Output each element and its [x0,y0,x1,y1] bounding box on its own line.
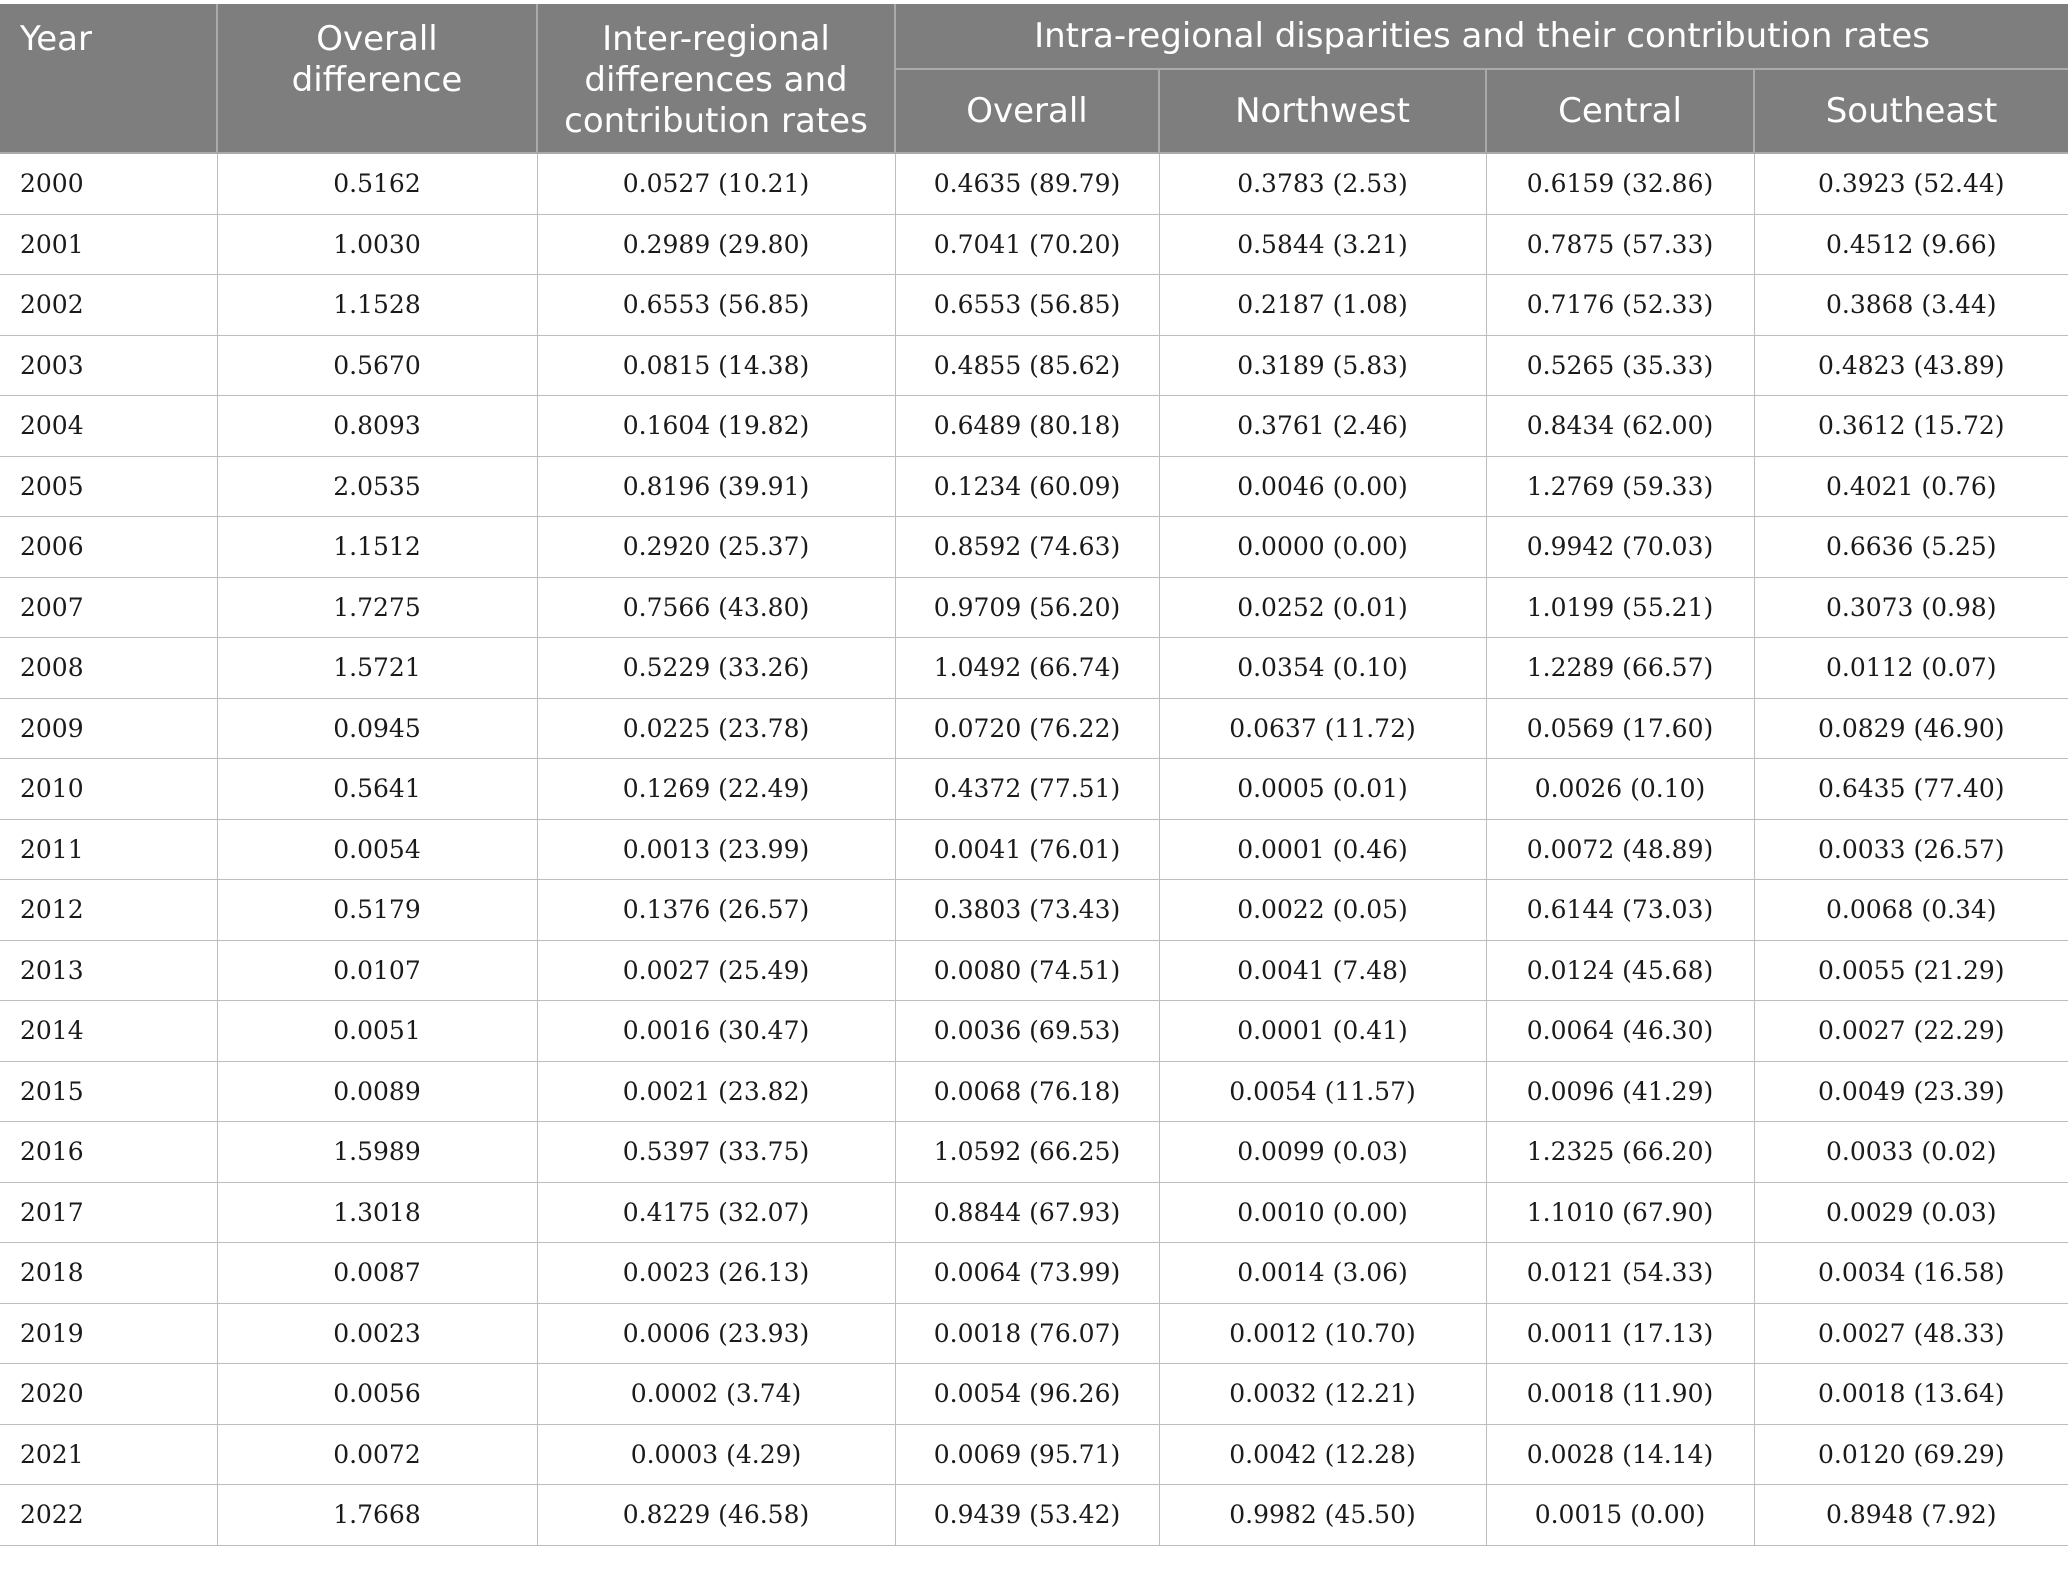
cell-overall-difference: 0.0089 [217,1061,537,1122]
cell-central: 0.0569 (17.60) [1486,698,1754,759]
table-row [0,1061,2068,1122]
cell-intra-overall: 0.0064 (73.99) [895,1243,1159,1304]
cell-southeast: 0.0049 (23.39) [1754,1061,2068,1122]
cell-intra-overall: 0.4372 (77.51) [895,759,1159,820]
cell-inter-regional: 0.0815 (14.38) [537,335,895,396]
cell-northwest: 0.0010 (0.00) [1159,1182,1486,1243]
cell-year: 2022 [0,1485,217,1546]
cell-southeast: 0.0112 (0.07) [1754,638,2068,699]
cell-intra-overall: 0.0036 (69.53) [895,1001,1159,1062]
table-row [0,940,2068,1001]
cell-inter-regional: 0.0027 (25.49) [537,940,895,1001]
cell-overall-difference: 0.0107 [217,940,537,1001]
cell-northwest: 0.0022 (0.05) [1159,880,1486,941]
cell-year: 2015 [0,1061,217,1122]
cell-southeast: 0.4512 (9.66) [1754,214,2068,275]
table-row [0,1424,2068,1485]
cell-intra-overall: 0.1234 (60.09) [895,456,1159,517]
header-overall: Overall [895,69,1159,153]
cell-inter-regional: 0.2920 (25.37) [537,517,895,578]
cell-northwest: 0.0001 (0.41) [1159,1001,1486,1062]
cell-northwest: 0.0042 (12.28) [1159,1424,1486,1485]
cell-southeast: 0.3868 (3.44) [1754,275,2068,336]
header-central: Central [1486,69,1754,153]
cell-inter-regional: 0.7566 (43.80) [537,577,895,638]
cell-intra-overall: 0.4855 (85.62) [895,335,1159,396]
cell-year: 2021 [0,1424,217,1485]
table-row [0,1303,2068,1364]
cell-overall-difference: 0.5641 [217,759,537,820]
cell-southeast: 0.3073 (0.98) [1754,577,2068,638]
cell-inter-regional: 0.2989 (29.80) [537,214,895,275]
cell-intra-overall: 0.6489 (80.18) [895,396,1159,457]
table-row [0,153,2068,214]
cell-overall-difference: 0.0945 [217,698,537,759]
cell-intra-overall: 0.0018 (76.07) [895,1303,1159,1364]
cell-intra-overall: 0.8844 (67.93) [895,1182,1159,1243]
cell-central: 0.5265 (35.33) [1486,335,1754,396]
table-row [0,577,2068,638]
table-row [0,396,2068,457]
cell-year: 2011 [0,819,217,880]
table-row [0,1001,2068,1062]
table-row [0,698,2068,759]
cell-southeast: 0.6435 (77.40) [1754,759,2068,820]
cell-central: 0.0018 (11.90) [1486,1364,1754,1425]
cell-inter-regional: 0.0002 (3.74) [537,1364,895,1425]
cell-overall-difference: 1.5989 [217,1122,537,1183]
cell-northwest: 0.0046 (0.00) [1159,456,1486,517]
table-row [0,1243,2068,1304]
cell-northwest: 0.0354 (0.10) [1159,638,1486,699]
header-northwest: Northwest [1159,69,1486,153]
cell-year: 2003 [0,335,217,396]
cell-northwest: 0.0637 (11.72) [1159,698,1486,759]
cell-inter-regional: 0.8229 (46.58) [537,1485,895,1546]
cell-southeast: 0.0033 (26.57) [1754,819,2068,880]
cell-year: 2018 [0,1243,217,1304]
cell-northwest: 0.0012 (10.70) [1159,1303,1486,1364]
cell-intra-overall: 0.9709 (56.20) [895,577,1159,638]
cell-central: 0.7176 (52.33) [1486,275,1754,336]
table-row [0,335,2068,396]
table-row [0,517,2068,578]
cell-inter-regional: 0.5229 (33.26) [537,638,895,699]
cell-intra-overall: 0.9439 (53.42) [895,1485,1159,1546]
cell-central: 0.9942 (70.03) [1486,517,1754,578]
cell-inter-regional: 0.0021 (23.82) [537,1061,895,1122]
cell-central: 0.0096 (41.29) [1486,1061,1754,1122]
data-table [0,4,2068,1546]
cell-central: 0.0072 (48.89) [1486,819,1754,880]
table-row [0,819,2068,880]
table-row [0,1182,2068,1243]
cell-southeast: 0.3612 (15.72) [1754,396,2068,457]
cell-overall-difference: 0.0056 [217,1364,537,1425]
cell-southeast: 0.0034 (16.58) [1754,1243,2068,1304]
cell-central: 1.0199 (55.21) [1486,577,1754,638]
cell-southeast: 0.0055 (21.29) [1754,940,2068,1001]
cell-year: 2010 [0,759,217,820]
cell-southeast: 0.0029 (0.03) [1754,1182,2068,1243]
cell-central: 0.6159 (32.86) [1486,153,1754,214]
cell-southeast: 0.0027 (22.29) [1754,1001,2068,1062]
table-row [0,638,2068,699]
cell-intra-overall: 0.0720 (76.22) [895,698,1159,759]
table-header [0,4,2068,153]
cell-overall-difference: 0.0051 [217,1001,537,1062]
cell-intra-overall: 0.0069 (95.71) [895,1424,1159,1485]
cell-southeast: 0.4823 (43.89) [1754,335,2068,396]
cell-year: 2013 [0,940,217,1001]
cell-northwest: 0.0099 (0.03) [1159,1122,1486,1183]
cell-overall-difference: 0.0023 [217,1303,537,1364]
cell-overall-difference: 0.0054 [217,819,537,880]
cell-northwest: 0.5844 (3.21) [1159,214,1486,275]
cell-southeast: 0.3923 (52.44) [1754,153,2068,214]
cell-southeast: 0.0018 (13.64) [1754,1364,2068,1425]
cell-overall-difference: 1.3018 [217,1182,537,1243]
cell-northwest: 0.0252 (0.01) [1159,577,1486,638]
cell-inter-regional: 0.0023 (26.13) [537,1243,895,1304]
cell-year: 2016 [0,1122,217,1183]
cell-year: 2008 [0,638,217,699]
cell-central: 0.0064 (46.30) [1486,1001,1754,1062]
cell-northwest: 0.0054 (11.57) [1159,1061,1486,1122]
cell-inter-regional: 0.8196 (39.91) [537,456,895,517]
cell-overall-difference: 0.0072 [217,1424,537,1485]
cell-inter-regional: 0.0225 (23.78) [537,698,895,759]
cell-intra-overall: 0.6553 (56.85) [895,275,1159,336]
cell-inter-regional: 0.1269 (22.49) [537,759,895,820]
cell-northwest: 0.0001 (0.46) [1159,819,1486,880]
cell-overall-difference: 0.5179 [217,880,537,941]
cell-year: 2019 [0,1303,217,1364]
cell-northwest: 0.3761 (2.46) [1159,396,1486,457]
cell-overall-difference: 1.5721 [217,638,537,699]
cell-intra-overall: 0.0054 (96.26) [895,1364,1159,1425]
cell-year: 2012 [0,880,217,941]
cell-intra-overall: 0.0068 (76.18) [895,1061,1159,1122]
cell-intra-overall: 1.0592 (66.25) [895,1122,1159,1183]
cell-northwest: 0.0014 (3.06) [1159,1243,1486,1304]
cell-southeast: 0.0120 (69.29) [1754,1424,2068,1485]
cell-northwest: 0.3783 (2.53) [1159,153,1486,214]
header-intra-regional-group: Intra-regional disparities and their contribution rates [895,4,2068,69]
table-row [0,759,2068,820]
cell-northwest: 0.0032 (12.21) [1159,1364,1486,1425]
cell-inter-regional: 0.0003 (4.29) [537,1424,895,1485]
cell-inter-regional: 0.0006 (23.93) [537,1303,895,1364]
cell-central: 0.0015 (0.00) [1486,1485,1754,1546]
cell-inter-regional: 0.0527 (10.21) [537,153,895,214]
table-row [0,1485,2068,1546]
cell-intra-overall: 0.3803 (73.43) [895,880,1159,941]
cell-year: 2014 [0,1001,217,1062]
header-year: Year [0,4,217,153]
cell-southeast: 0.0068 (0.34) [1754,880,2068,941]
cell-intra-overall: 0.4635 (89.79) [895,153,1159,214]
table-row [0,275,2068,336]
table-row [0,456,2068,517]
cell-intra-overall: 0.0041 (76.01) [895,819,1159,880]
cell-overall-difference: 1.0030 [217,214,537,275]
cell-overall-difference: 1.1512 [217,517,537,578]
cell-year: 2009 [0,698,217,759]
table-body [0,153,2068,1545]
cell-central: 0.8434 (62.00) [1486,396,1754,457]
data-table-container [0,4,2068,1546]
cell-southeast: 0.8948 (7.92) [1754,1485,2068,1546]
cell-central: 0.0028 (14.14) [1486,1424,1754,1485]
cell-year: 2006 [0,517,217,578]
cell-southeast: 0.0033 (0.02) [1754,1122,2068,1183]
cell-inter-regional: 0.0013 (23.99) [537,819,895,880]
cell-overall-difference: 0.5162 [217,153,537,214]
cell-year: 2007 [0,577,217,638]
table-row [0,214,2068,275]
cell-intra-overall: 1.0492 (66.74) [895,638,1159,699]
cell-intra-overall: 0.8592 (74.63) [895,517,1159,578]
cell-overall-difference: 0.5670 [217,335,537,396]
cell-southeast: 0.6636 (5.25) [1754,517,2068,578]
cell-northwest: 0.9982 (45.50) [1159,1485,1486,1546]
cell-central: 0.6144 (73.03) [1486,880,1754,941]
header-inter-regional: Inter-regional differences and contribution rates [537,4,895,153]
cell-overall-difference: 1.1528 [217,275,537,336]
cell-overall-difference: 0.8093 [217,396,537,457]
header-southeast: Southeast [1754,69,2068,153]
cell-inter-regional: 0.1604 (19.82) [537,396,895,457]
cell-central: 1.2289 (66.57) [1486,638,1754,699]
cell-year: 2005 [0,456,217,517]
cell-overall-difference: 1.7275 [217,577,537,638]
cell-northwest: 0.2187 (1.08) [1159,275,1486,336]
cell-northwest: 0.0005 (0.01) [1159,759,1486,820]
table-row [0,880,2068,941]
cell-central: 0.0124 (45.68) [1486,940,1754,1001]
cell-year: 2020 [0,1364,217,1425]
cell-central: 1.1010 (67.90) [1486,1182,1754,1243]
cell-year: 2000 [0,153,217,214]
cell-central: 0.0011 (17.13) [1486,1303,1754,1364]
cell-southeast: 0.0027 (48.33) [1754,1303,2068,1364]
table-row [0,1122,2068,1183]
cell-northwest: 0.0000 (0.00) [1159,517,1486,578]
cell-southeast: 0.0829 (46.90) [1754,698,2068,759]
header-overall-difference: Overall difference [217,4,537,153]
cell-overall-difference: 2.0535 [217,456,537,517]
cell-northwest: 0.3189 (5.83) [1159,335,1486,396]
cell-inter-regional: 0.4175 (32.07) [537,1182,895,1243]
cell-year: 2017 [0,1182,217,1243]
cell-inter-regional: 0.1376 (26.57) [537,880,895,941]
cell-overall-difference: 0.0087 [217,1243,537,1304]
cell-central: 1.2325 (66.20) [1486,1122,1754,1183]
cell-central: 1.2769 (59.33) [1486,456,1754,517]
cell-intra-overall: 0.0080 (74.51) [895,940,1159,1001]
cell-intra-overall: 0.7041 (70.20) [895,214,1159,275]
cell-northwest: 0.0041 (7.48) [1159,940,1486,1001]
cell-inter-regional: 0.6553 (56.85) [537,275,895,336]
cell-year: 2004 [0,396,217,457]
cell-inter-regional: 0.5397 (33.75) [537,1122,895,1183]
cell-inter-regional: 0.0016 (30.47) [537,1001,895,1062]
cell-year: 2002 [0,275,217,336]
cell-central: 0.0026 (0.10) [1486,759,1754,820]
cell-central: 0.0121 (54.33) [1486,1243,1754,1304]
cell-overall-difference: 1.7668 [217,1485,537,1546]
cell-year: 2001 [0,214,217,275]
cell-central: 0.7875 (57.33) [1486,214,1754,275]
table-row [0,1364,2068,1425]
cell-southeast: 0.4021 (0.76) [1754,456,2068,517]
